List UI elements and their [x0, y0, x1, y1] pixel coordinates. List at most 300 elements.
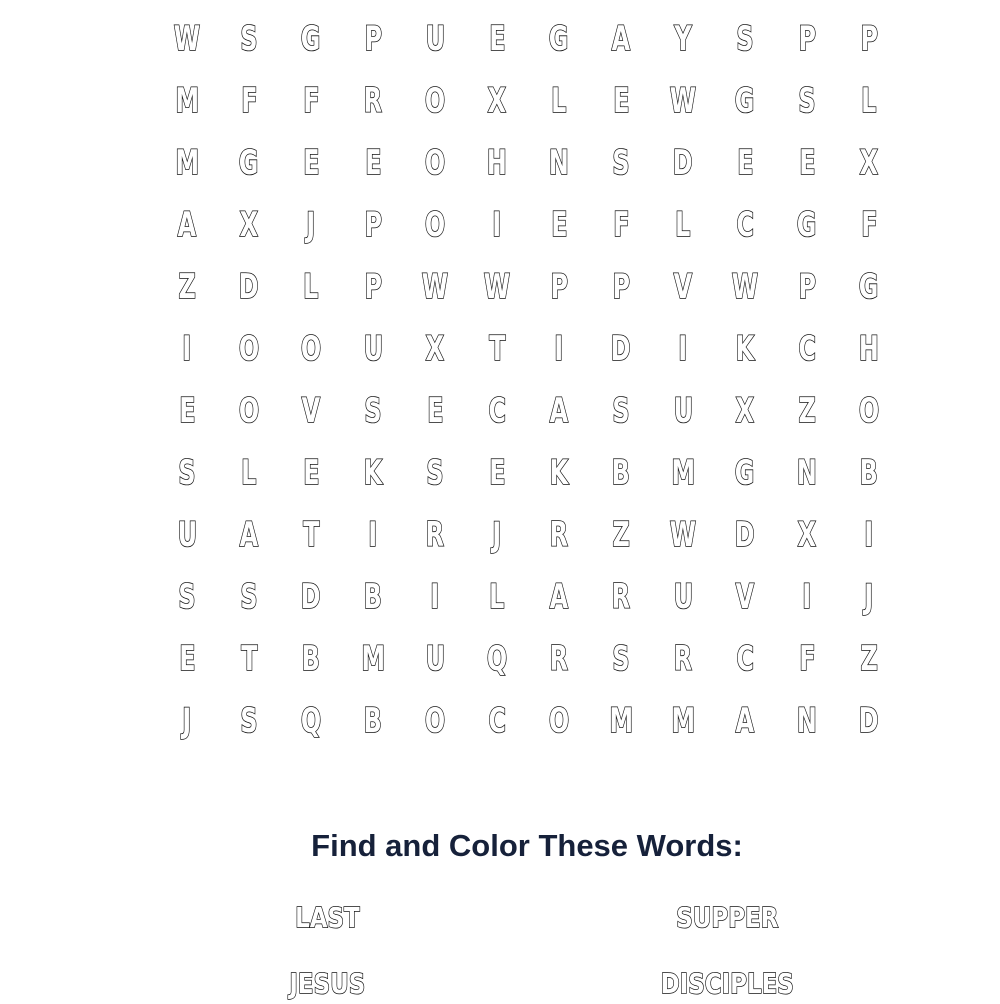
grid-row: [156, 8, 900, 70]
grid-letter-cell[interactable]: [342, 628, 404, 690]
grid-letter-cell[interactable]: [280, 442, 342, 504]
grid-letter-cell[interactable]: [590, 566, 652, 628]
grid-letter-cell[interactable]: [342, 690, 404, 752]
grid-letter-cell[interactable]: [280, 256, 342, 318]
grid-letter-cell[interactable]: [528, 318, 590, 380]
grid-letter-cell[interactable]: [156, 132, 218, 194]
grid-letter-cell[interactable]: [652, 566, 714, 628]
grid-letter-cell[interactable]: [528, 380, 590, 442]
grid-letter-cell[interactable]: [280, 566, 342, 628]
grid-letter-cell[interactable]: [218, 194, 280, 256]
grid-letter: R: [549, 639, 569, 679]
grid-letter-cell[interactable]: [466, 442, 528, 504]
grid-letter: K: [735, 329, 755, 369]
grid-letter: C: [736, 205, 754, 245]
grid-letter: J: [306, 205, 316, 245]
grid-letter: K: [363, 453, 383, 493]
grid-letter-cell[interactable]: [156, 194, 218, 256]
grid-letter: Z: [860, 639, 878, 679]
grid-letter-cell[interactable]: [404, 380, 466, 442]
grid-letter: I: [864, 515, 874, 555]
grid-letter: O: [424, 701, 446, 741]
grid-letter-cell[interactable]: [342, 442, 404, 504]
grid-letter-cell[interactable]: [838, 256, 900, 318]
grid-letter: S: [240, 701, 258, 741]
grid-letter-cell[interactable]: [652, 70, 714, 132]
grid-letter-cell[interactable]: [714, 318, 776, 380]
grid-letter-cell[interactable]: [838, 628, 900, 690]
grid-letter-cell[interactable]: [714, 70, 776, 132]
grid-letter-cell[interactable]: [652, 442, 714, 504]
grid-letter: Y: [674, 19, 692, 59]
grid-letter: B: [859, 453, 879, 493]
grid-letter: O: [424, 143, 446, 183]
grid-letter-cell[interactable]: [838, 318, 900, 380]
grid-letter: U: [425, 19, 445, 59]
grid-letter-cell[interactable]: [652, 380, 714, 442]
grid-letter: A: [239, 515, 259, 555]
grid-letter-cell[interactable]: [776, 194, 838, 256]
grid-letter-cell[interactable]: [404, 628, 466, 690]
grid-letter: N: [797, 453, 817, 493]
grid-letter-cell[interactable]: [776, 70, 838, 132]
grid-letter-cell[interactable]: [342, 504, 404, 566]
grid-letter: X: [425, 329, 445, 369]
grid-letter-cell[interactable]: [528, 442, 590, 504]
grid-letter-cell[interactable]: [528, 256, 590, 318]
grid-letter-cell[interactable]: [652, 256, 714, 318]
grid-letter-cell[interactable]: [652, 504, 714, 566]
grid-letter-cell[interactable]: [404, 504, 466, 566]
grid-letter-cell[interactable]: [280, 194, 342, 256]
grid-letter-cell[interactable]: [466, 256, 528, 318]
grid-letter-cell[interactable]: [404, 256, 466, 318]
grid-letter-cell[interactable]: [466, 690, 528, 752]
grid-letter: F: [860, 205, 878, 245]
grid-row: [156, 194, 900, 256]
grid-letter: E: [426, 391, 444, 431]
grid-letter: I: [430, 577, 440, 617]
grid-letter: L: [489, 577, 505, 617]
grid-letter-cell[interactable]: [590, 628, 652, 690]
grid-letter: S: [736, 19, 754, 59]
grid-letter-cell[interactable]: [404, 566, 466, 628]
grid-letter: O: [424, 205, 446, 245]
grid-letter: M: [671, 701, 695, 741]
grid-letter: D: [859, 701, 879, 741]
grid-letter: P: [364, 205, 382, 245]
grid-letter-cell[interactable]: [342, 318, 404, 380]
grid-letter: B: [363, 577, 383, 617]
grid-letter-cell[interactable]: [652, 690, 714, 752]
grid-letter-cell[interactable]: [714, 566, 776, 628]
grid-letter-cell[interactable]: [156, 504, 218, 566]
grid-letter: F: [798, 639, 816, 679]
grid-letter: L: [303, 267, 319, 307]
grid-letter: V: [673, 267, 693, 307]
grid-letter: S: [240, 19, 258, 59]
grid-letter-cell[interactable]: [838, 504, 900, 566]
grid-letter-cell[interactable]: [590, 442, 652, 504]
grid-letter-cell[interactable]: [466, 70, 528, 132]
grid-letter: W: [731, 267, 759, 307]
grid-letter: G: [239, 143, 259, 183]
grid-letter: X: [859, 143, 879, 183]
grid-letter: L: [861, 81, 877, 121]
grid-row: [156, 690, 900, 752]
grid-letter: O: [300, 329, 322, 369]
grid-letter: B: [363, 701, 383, 741]
grid-letter-cell[interactable]: [280, 8, 342, 70]
grid-letter-cell[interactable]: [590, 70, 652, 132]
grid-letter-cell[interactable]: [156, 380, 218, 442]
grid-letter: E: [488, 19, 506, 59]
grid-letter-cell[interactable]: [218, 256, 280, 318]
grid-letter-cell[interactable]: [156, 442, 218, 504]
grid-letter: W: [669, 81, 697, 121]
grid-letter: J: [492, 515, 502, 555]
grid-letter-cell[interactable]: [590, 690, 652, 752]
grid-row: [156, 380, 900, 442]
grid-letter-cell[interactable]: [156, 690, 218, 752]
grid-letter-cell[interactable]: [218, 566, 280, 628]
grid-letter: D: [673, 143, 693, 183]
word-list-item-last: LAST: [294, 901, 360, 934]
word-list-item-disciples: DISCIPLES: [660, 967, 794, 1000]
grid-letter: E: [178, 391, 196, 431]
grid-letter: T: [488, 329, 506, 369]
grid-letter-cell[interactable]: [714, 380, 776, 442]
grid-letter: P: [612, 267, 630, 307]
grid-letter-cell[interactable]: [342, 380, 404, 442]
grid-letter-cell[interactable]: [404, 318, 466, 380]
grid-letter-cell[interactable]: [280, 132, 342, 194]
grid-row: [156, 504, 900, 566]
grid-letter: U: [673, 577, 693, 617]
grid-letter: X: [487, 81, 507, 121]
grid-letter-cell[interactable]: [218, 628, 280, 690]
grid-letter: O: [858, 391, 880, 431]
grid-letter: M: [175, 143, 199, 183]
grid-letter-cell[interactable]: [838, 70, 900, 132]
grid-letter: P: [798, 19, 816, 59]
grid-letter-cell[interactable]: [776, 318, 838, 380]
grid-letter: V: [301, 391, 321, 431]
grid-letter-cell[interactable]: [528, 132, 590, 194]
grid-letter: L: [241, 453, 257, 493]
grid-letter-cell[interactable]: [342, 256, 404, 318]
grid-letter: F: [240, 81, 258, 121]
grid-letter-cell[interactable]: [156, 628, 218, 690]
grid-letter-cell[interactable]: [528, 566, 590, 628]
grid-letter: W: [421, 267, 449, 307]
grid-letter-cell[interactable]: [466, 380, 528, 442]
grid-letter: J: [864, 577, 874, 617]
grid-letter: V: [735, 577, 755, 617]
grid-letter: P: [550, 267, 568, 307]
grid-letter-cell[interactable]: [218, 442, 280, 504]
grid-row: [156, 70, 900, 132]
grid-letter-cell[interactable]: [404, 132, 466, 194]
grid-letter: W: [669, 515, 697, 555]
grid-letter: C: [488, 391, 506, 431]
grid-letter-cell[interactable]: [714, 690, 776, 752]
grid-letter: M: [609, 701, 633, 741]
grid-letter: L: [551, 81, 567, 121]
grid-letter-cell[interactable]: [156, 256, 218, 318]
grid-letter-cell[interactable]: [652, 8, 714, 70]
grid-letter: E: [488, 453, 506, 493]
grid-letter-cell[interactable]: [714, 628, 776, 690]
grid-letter: C: [488, 701, 506, 741]
grid-letter-cell[interactable]: [838, 380, 900, 442]
grid-letter: B: [301, 639, 321, 679]
grid-letter: J: [182, 701, 192, 741]
grid-letter: S: [178, 453, 196, 493]
grid-letter: D: [735, 515, 755, 555]
grid-letter: S: [612, 143, 630, 183]
grid-letter: Z: [178, 267, 196, 307]
grid-row: [156, 256, 900, 318]
grid-letter: A: [177, 205, 197, 245]
grid-letter-cell[interactable]: [838, 690, 900, 752]
grid-letter: D: [611, 329, 631, 369]
grid-letter: Q: [486, 639, 508, 679]
grid-letter-cell[interactable]: [466, 8, 528, 70]
grid-letter: A: [549, 577, 569, 617]
grid-letter: I: [492, 205, 502, 245]
grid-letter: E: [178, 639, 196, 679]
grid-letter: P: [798, 267, 816, 307]
grid-letter: O: [238, 329, 260, 369]
grid-row: [156, 566, 900, 628]
grid-letter-cell[interactable]: [652, 132, 714, 194]
grid-letter: M: [361, 639, 385, 679]
grid-letter: R: [611, 577, 631, 617]
grid-letter: D: [301, 577, 321, 617]
grid-letter: Z: [612, 515, 630, 555]
grid-letter: A: [549, 391, 569, 431]
grid-letter-cell[interactable]: [280, 318, 342, 380]
grid-letter-cell[interactable]: [838, 132, 900, 194]
grid-letter-cell[interactable]: [280, 504, 342, 566]
grid-letter: G: [797, 205, 817, 245]
grid-letter: X: [239, 205, 259, 245]
grid-letter-cell[interactable]: [714, 504, 776, 566]
grid-letter-cell[interactable]: [590, 380, 652, 442]
grid-letter: G: [549, 19, 569, 59]
grid-letter-cell[interactable]: [776, 8, 838, 70]
grid-letter: C: [798, 329, 816, 369]
grid-letter: A: [735, 701, 755, 741]
grid-letter: G: [859, 267, 879, 307]
grid-letter-cell[interactable]: [218, 504, 280, 566]
grid-letter-cell[interactable]: [652, 318, 714, 380]
grid-letter-cell[interactable]: [838, 442, 900, 504]
grid-letter-cell[interactable]: [466, 132, 528, 194]
grid-letter-cell[interactable]: [404, 8, 466, 70]
grid-letter: E: [798, 143, 816, 183]
grid-letter-cell[interactable]: [652, 194, 714, 256]
grid-letter: K: [549, 453, 569, 493]
grid-letter-cell[interactable]: [218, 318, 280, 380]
grid-letter: I: [678, 329, 688, 369]
grid-letter-cell[interactable]: [776, 628, 838, 690]
grid-letter: G: [735, 81, 755, 121]
grid-letter-cell[interactable]: [590, 132, 652, 194]
grid-letter-cell[interactable]: [404, 70, 466, 132]
grid-letter-cell[interactable]: [218, 380, 280, 442]
grid-letter-cell[interactable]: [776, 132, 838, 194]
grid-letter-cell[interactable]: [342, 132, 404, 194]
grid-letter: D: [239, 267, 259, 307]
grid-letter: S: [178, 577, 196, 617]
grid-row: [156, 318, 900, 380]
grid-letter: R: [425, 515, 445, 555]
grid-letter-cell[interactable]: [590, 318, 652, 380]
grid-letter: S: [240, 577, 258, 617]
grid-letter: X: [797, 515, 817, 555]
grid-letter: E: [302, 143, 320, 183]
grid-letter: S: [426, 453, 444, 493]
grid-letter-cell[interactable]: [342, 70, 404, 132]
grid-letter: S: [612, 391, 630, 431]
grid-letter-cell[interactable]: [404, 690, 466, 752]
grid-letter-cell[interactable]: [466, 318, 528, 380]
grid-letter: Z: [798, 391, 816, 431]
grid-row: [156, 442, 900, 504]
grid-row: [156, 628, 900, 690]
grid-letter-cell[interactable]: [776, 566, 838, 628]
grid-letter-cell[interactable]: [776, 504, 838, 566]
grid-letter-cell[interactable]: [714, 8, 776, 70]
word-list-item-supper: SUPPER: [675, 901, 779, 934]
grid-letter-cell[interactable]: [156, 566, 218, 628]
grid-letter-cell[interactable]: [838, 8, 900, 70]
grid-letter: I: [554, 329, 564, 369]
grid-letter: F: [302, 81, 320, 121]
grid-letter: U: [425, 639, 445, 679]
grid-letter: W: [483, 267, 511, 307]
grid-letter-cell[interactable]: [404, 194, 466, 256]
grid-letter-cell[interactable]: [652, 628, 714, 690]
grid-letter: T: [240, 639, 258, 679]
grid-letter-cell[interactable]: [280, 690, 342, 752]
grid-letter-cell[interactable]: [714, 194, 776, 256]
grid-letter: E: [302, 453, 320, 493]
grid-letter: I: [802, 577, 812, 617]
grid-letter: E: [612, 81, 630, 121]
grid-letter-cell[interactable]: [342, 566, 404, 628]
grid-letter-cell[interactable]: [838, 194, 900, 256]
grid-letter-cell[interactable]: [528, 504, 590, 566]
grid-letter-cell[interactable]: [156, 70, 218, 132]
grid-letter-cell[interactable]: [342, 8, 404, 70]
grid-letter: I: [368, 515, 378, 555]
grid-letter-cell[interactable]: [714, 442, 776, 504]
grid-letter: A: [611, 19, 631, 59]
grid-letter: U: [177, 515, 197, 555]
grid-letter-cell[interactable]: [404, 442, 466, 504]
grid-letter-cell[interactable]: [528, 70, 590, 132]
grid-letter-cell[interactable]: [776, 380, 838, 442]
grid-letter: E: [364, 143, 382, 183]
grid-letter: H: [487, 143, 507, 183]
grid-letter-cell[interactable]: [776, 256, 838, 318]
grid-letter: P: [364, 267, 382, 307]
grid-letter-cell[interactable]: [218, 690, 280, 752]
grid-letter: B: [611, 453, 631, 493]
grid-letter-cell[interactable]: [528, 690, 590, 752]
grid-letter-cell[interactable]: [590, 194, 652, 256]
grid-letter: L: [675, 205, 691, 245]
grid-letter-cell[interactable]: [590, 8, 652, 70]
grid-letter-cell[interactable]: [156, 8, 218, 70]
grid-letter: X: [735, 391, 755, 431]
grid-letter: T: [302, 515, 320, 555]
grid-letter-cell[interactable]: [280, 380, 342, 442]
grid-letter: S: [612, 639, 630, 679]
grid-letter-cell[interactable]: [218, 8, 280, 70]
grid-letter: H: [859, 329, 879, 369]
grid-letter-cell[interactable]: [466, 504, 528, 566]
grid-letter-cell[interactable]: [590, 256, 652, 318]
grid-letter-cell[interactable]: [218, 132, 280, 194]
grid-letter-cell[interactable]: [466, 194, 528, 256]
grid-letter-cell[interactable]: [528, 628, 590, 690]
grid-letter: G: [301, 19, 321, 59]
grid-letter: M: [175, 81, 199, 121]
grid-letter-cell[interactable]: [714, 132, 776, 194]
grid-letter-cell[interactable]: [218, 70, 280, 132]
grid-letter: P: [860, 19, 878, 59]
grid-letter-cell[interactable]: [466, 566, 528, 628]
grid-letter: S: [798, 81, 816, 121]
grid-letter-cell[interactable]: [776, 442, 838, 504]
grid-letter: C: [736, 639, 754, 679]
grid-letter: R: [363, 81, 383, 121]
grid-letter: W: [173, 19, 201, 59]
grid-letter: O: [548, 701, 570, 741]
grid-letter-cell[interactable]: [156, 318, 218, 380]
grid-letter: F: [612, 205, 630, 245]
word-list-heading: Find and Color These Words:: [311, 828, 743, 863]
grid-letter: G: [735, 453, 755, 493]
grid-letter: I: [182, 329, 192, 369]
grid-letter-cell[interactable]: [466, 628, 528, 690]
grid-letter-cell[interactable]: [714, 256, 776, 318]
grid-letter: U: [363, 329, 383, 369]
grid-letter: O: [424, 81, 446, 121]
grid-letter: O: [238, 391, 260, 431]
grid-letter: E: [736, 143, 754, 183]
grid-row: [156, 132, 900, 194]
grid-letter-cell[interactable]: [342, 194, 404, 256]
grid-letter: R: [549, 515, 569, 555]
grid-letter: N: [797, 701, 817, 741]
grid-letter-cell[interactable]: [280, 628, 342, 690]
grid-letter: E: [550, 205, 568, 245]
grid-letter-cell[interactable]: [528, 194, 590, 256]
grid-letter-cell[interactable]: [838, 566, 900, 628]
word-list-item-jesus: JESUS: [289, 967, 365, 1000]
grid-letter-cell[interactable]: [528, 8, 590, 70]
grid-letter-cell[interactable]: [776, 690, 838, 752]
grid-letter-cell[interactable]: [590, 504, 652, 566]
grid-letter-cell[interactable]: [280, 70, 342, 132]
grid-letter: P: [364, 19, 382, 59]
word-search-grid: [156, 8, 900, 752]
